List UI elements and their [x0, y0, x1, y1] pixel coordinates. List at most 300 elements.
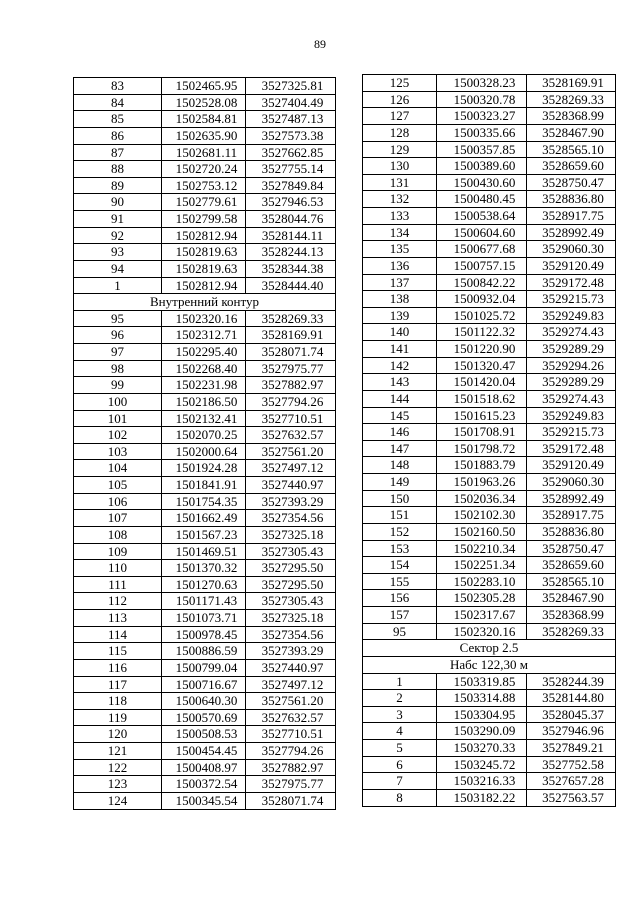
x-coordinate: 1502584.81 [162, 111, 246, 128]
table-row [363, 690, 616, 707]
table-row [363, 457, 616, 474]
x-coordinate: 1502305.28 [437, 590, 527, 607]
y-coordinate: 3527354.56 [246, 510, 336, 527]
y-coordinate: 3528565.10 [527, 573, 616, 590]
point-number: 88 [74, 161, 162, 178]
y-coordinate: 3527794.26 [246, 743, 336, 760]
point-number: 130 [363, 158, 437, 175]
x-coordinate: 1502000.64 [162, 443, 246, 460]
y-coordinate: 3528750.47 [527, 174, 616, 191]
x-coordinate: 1501567.23 [162, 526, 246, 543]
point-number: 148 [363, 457, 437, 474]
table-row [74, 460, 336, 477]
table-row [74, 493, 336, 510]
point-number: 142 [363, 357, 437, 374]
y-coordinate: 3527632.57 [246, 427, 336, 444]
point-number: 110 [74, 560, 162, 577]
point-number: 86 [74, 127, 162, 144]
y-coordinate: 3527561.20 [246, 443, 336, 460]
x-coordinate: 1502819.63 [162, 244, 246, 261]
x-coordinate: 1502251.34 [437, 557, 527, 574]
x-coordinate: 1500978.45 [162, 626, 246, 643]
table-row [74, 693, 336, 710]
point-number: 3 [363, 706, 437, 723]
y-coordinate: 3529120.49 [527, 257, 616, 274]
table-row [363, 490, 616, 507]
point-number: 121 [74, 743, 162, 760]
x-coordinate: 1501320.47 [437, 357, 527, 374]
table-row [363, 474, 616, 491]
x-coordinate: 1500508.53 [162, 726, 246, 743]
x-coordinate: 1500328.23 [437, 75, 527, 92]
y-coordinate: 3528044.76 [246, 211, 336, 228]
table-row [74, 427, 336, 444]
table-row [74, 194, 336, 211]
x-coordinate: 1503270.33 [437, 740, 527, 757]
y-coordinate: 3528836.80 [527, 523, 616, 540]
y-coordinate: 3528467.90 [527, 124, 616, 141]
x-coordinate: 1500716.67 [162, 676, 246, 693]
point-number: 89 [74, 177, 162, 194]
table-row [74, 144, 336, 161]
point-number: 157 [363, 607, 437, 624]
point-number: 117 [74, 676, 162, 693]
x-coordinate: 1501122.32 [437, 324, 527, 341]
point-number: 136 [363, 257, 437, 274]
point-number: 144 [363, 390, 437, 407]
point-number: 107 [74, 510, 162, 527]
x-coordinate: 1502465.95 [162, 78, 246, 95]
table-row [363, 623, 616, 640]
y-coordinate: 3527497.12 [246, 460, 336, 477]
x-coordinate: 1502635.90 [162, 127, 246, 144]
table-row [74, 327, 336, 344]
x-coordinate: 1501963.26 [437, 474, 527, 491]
y-coordinate: 3528750.47 [527, 540, 616, 557]
x-coordinate: 1501798.72 [437, 440, 527, 457]
table-row [74, 477, 336, 494]
table-row [74, 626, 336, 643]
point-number: 147 [363, 440, 437, 457]
y-coordinate: 3527325.81 [246, 78, 336, 95]
y-coordinate: 3528169.91 [246, 327, 336, 344]
point-number: 125 [363, 75, 437, 92]
x-coordinate: 1502102.30 [437, 507, 527, 524]
x-coordinate: 1501220.90 [437, 341, 527, 358]
table-row [363, 224, 616, 241]
y-coordinate: 3528045.37 [527, 706, 616, 723]
coordinates-table-right [362, 74, 616, 807]
y-coordinate: 3529289.29 [527, 374, 616, 391]
table-row [363, 324, 616, 341]
point-number: 114 [74, 626, 162, 643]
y-coordinate: 3529172.48 [527, 440, 616, 457]
point-number: 85 [74, 111, 162, 128]
x-coordinate: 1501615.23 [437, 407, 527, 424]
x-coordinate: 1501754.35 [162, 493, 246, 510]
table-row [74, 709, 336, 726]
table-row [363, 740, 616, 757]
y-coordinate: 3529060.30 [527, 474, 616, 491]
table-row [74, 393, 336, 410]
point-number: 138 [363, 291, 437, 308]
point-number: 120 [74, 726, 162, 743]
table-row [363, 158, 616, 175]
point-number: 132 [363, 191, 437, 208]
table-row [74, 94, 336, 111]
table-row [74, 593, 336, 610]
y-coordinate: 3529120.49 [527, 457, 616, 474]
point-number: 119 [74, 709, 162, 726]
x-coordinate: 1502720.24 [162, 161, 246, 178]
y-coordinate: 3527354.56 [246, 626, 336, 643]
x-coordinate: 1501073.71 [162, 610, 246, 627]
y-coordinate: 3527632.57 [246, 709, 336, 726]
x-coordinate: 1503290.09 [437, 723, 527, 740]
point-number: 5 [363, 740, 437, 757]
table-row [74, 244, 336, 261]
x-coordinate: 1502799.58 [162, 211, 246, 228]
y-coordinate: 3528368.99 [527, 607, 616, 624]
table-row [74, 526, 336, 543]
point-number: 156 [363, 590, 437, 607]
table-row [363, 241, 616, 258]
y-coordinate: 3528244.13 [246, 244, 336, 261]
y-coordinate: 3527794.26 [246, 393, 336, 410]
x-coordinate: 1501171.43 [162, 593, 246, 610]
point-number: 90 [74, 194, 162, 211]
x-coordinate: 1500345.54 [162, 792, 246, 809]
table-row [74, 161, 336, 178]
x-coordinate: 1502210.34 [437, 540, 527, 557]
table-row [74, 277, 336, 294]
x-coordinate: 1501518.62 [437, 390, 527, 407]
y-coordinate: 3527573.38 [246, 127, 336, 144]
y-coordinate: 3527305.43 [246, 593, 336, 610]
y-coordinate: 3527849.21 [527, 740, 616, 757]
point-number: 140 [363, 324, 437, 341]
point-number: 150 [363, 490, 437, 507]
table-row [363, 789, 616, 806]
point-number: 7 [363, 773, 437, 790]
point-number: 111 [74, 576, 162, 593]
x-coordinate: 1500454.45 [162, 743, 246, 760]
y-coordinate: 3527393.29 [246, 643, 336, 660]
x-coordinate: 1500842.22 [437, 274, 527, 291]
x-coordinate: 1501420.04 [437, 374, 527, 391]
x-coordinate: 1500604.60 [437, 224, 527, 241]
point-number: 139 [363, 307, 437, 324]
point-number: 113 [74, 610, 162, 627]
table-row [363, 557, 616, 574]
y-coordinate: 3528659.60 [527, 158, 616, 175]
table-row [74, 610, 336, 627]
y-coordinate: 3527404.49 [246, 94, 336, 111]
table-row [74, 211, 336, 228]
point-number: 108 [74, 526, 162, 543]
point-number: 143 [363, 374, 437, 391]
x-coordinate: 1502036.34 [437, 490, 527, 507]
table-row [363, 540, 616, 557]
x-coordinate: 1502681.11 [162, 144, 246, 161]
x-coordinate: 1501025.72 [437, 307, 527, 324]
point-number: 153 [363, 540, 437, 557]
y-coordinate: 3528917.75 [527, 208, 616, 225]
point-number: 152 [363, 523, 437, 540]
y-coordinate: 3527487.13 [246, 111, 336, 128]
x-coordinate: 1502320.16 [162, 310, 246, 327]
point-number: 124 [74, 792, 162, 809]
y-coordinate: 3527295.50 [246, 560, 336, 577]
y-coordinate: 3529249.83 [527, 407, 616, 424]
table-row [363, 756, 616, 773]
table-row [74, 310, 336, 327]
point-number: 127 [363, 108, 437, 125]
point-number: 97 [74, 344, 162, 361]
point-number: 123 [74, 776, 162, 793]
point-number: 6 [363, 756, 437, 773]
table-row [363, 274, 616, 291]
table-row [363, 607, 616, 624]
table-row [363, 723, 616, 740]
x-coordinate: 1502160.50 [437, 523, 527, 540]
x-coordinate: 1502132.41 [162, 410, 246, 427]
x-coordinate: 1500570.69 [162, 709, 246, 726]
point-number: 109 [74, 543, 162, 560]
x-coordinate: 1501708.91 [437, 424, 527, 441]
table-row [363, 590, 616, 607]
x-coordinate: 1500932.04 [437, 291, 527, 308]
table-body-left [74, 78, 336, 810]
point-number: 128 [363, 124, 437, 141]
y-coordinate: 3527440.97 [246, 477, 336, 494]
point-number: 4 [363, 723, 437, 740]
y-coordinate: 3528071.74 [246, 344, 336, 361]
table-row [363, 191, 616, 208]
y-coordinate: 3529274.43 [527, 390, 616, 407]
y-coordinate: 3529274.43 [527, 324, 616, 341]
y-coordinate: 3529060.30 [527, 241, 616, 258]
point-number: 105 [74, 477, 162, 494]
x-coordinate: 1502320.16 [437, 623, 527, 640]
coordinates-table-left [73, 77, 336, 810]
y-coordinate: 3527752.58 [527, 756, 616, 773]
x-coordinate: 1503314.88 [437, 690, 527, 707]
y-coordinate: 3528269.33 [246, 310, 336, 327]
point-number: 137 [363, 274, 437, 291]
y-coordinate: 3527975.77 [246, 360, 336, 377]
x-coordinate: 1500640.30 [162, 693, 246, 710]
y-coordinate: 3527325.18 [246, 526, 336, 543]
point-number: 93 [74, 244, 162, 261]
x-coordinate: 1500320.78 [437, 91, 527, 108]
table-row [363, 291, 616, 308]
point-number: 122 [74, 759, 162, 776]
point-number: 87 [74, 144, 162, 161]
table-row [363, 374, 616, 391]
y-coordinate: 3529249.83 [527, 307, 616, 324]
x-coordinate: 1500323.27 [437, 108, 527, 125]
x-coordinate: 1501662.49 [162, 510, 246, 527]
y-coordinate: 3528992.49 [527, 224, 616, 241]
y-coordinate: 3527440.97 [246, 659, 336, 676]
table-row [74, 726, 336, 743]
y-coordinate: 3528144.11 [246, 227, 336, 244]
y-coordinate: 3527325.18 [246, 610, 336, 627]
point-number: 154 [363, 557, 437, 574]
y-coordinate: 3527563.57 [527, 789, 616, 806]
table-row [363, 523, 616, 540]
x-coordinate: 1502312.71 [162, 327, 246, 344]
table-row [363, 424, 616, 441]
x-coordinate: 1502812.94 [162, 277, 246, 294]
section-header-row [74, 294, 336, 311]
table-row [74, 576, 336, 593]
point-number: 94 [74, 260, 162, 277]
point-number: 95 [363, 623, 437, 640]
table-row [74, 743, 336, 760]
point-number: 95 [74, 310, 162, 327]
table-row [363, 124, 616, 141]
table-row [74, 344, 336, 361]
table-row [74, 78, 336, 95]
table-row [363, 108, 616, 125]
x-coordinate: 1502753.12 [162, 177, 246, 194]
point-number: 100 [74, 393, 162, 410]
x-coordinate: 1500538.64 [437, 208, 527, 225]
x-coordinate: 1500799.04 [162, 659, 246, 676]
y-coordinate: 3527946.96 [527, 723, 616, 740]
y-coordinate: 3528344.38 [246, 260, 336, 277]
table-row [363, 91, 616, 108]
table-row [74, 410, 336, 427]
x-coordinate: 1500335.66 [437, 124, 527, 141]
x-coordinate: 1502528.08 [162, 94, 246, 111]
table-row [363, 440, 616, 457]
y-coordinate: 3527882.97 [246, 759, 336, 776]
x-coordinate: 1503304.95 [437, 706, 527, 723]
y-coordinate: 3529294.26 [527, 357, 616, 374]
section-header-row [363, 640, 616, 657]
y-coordinate: 3528836.80 [527, 191, 616, 208]
y-coordinate: 3528467.90 [527, 590, 616, 607]
table-row [74, 676, 336, 693]
table-row [363, 706, 616, 723]
y-coordinate: 3527755.14 [246, 161, 336, 178]
y-coordinate: 3527561.20 [246, 693, 336, 710]
x-coordinate: 1501841.91 [162, 477, 246, 494]
x-coordinate: 1502186.50 [162, 393, 246, 410]
x-coordinate: 1501924.28 [162, 460, 246, 477]
y-coordinate: 3527497.12 [246, 676, 336, 693]
point-number: 102 [74, 427, 162, 444]
x-coordinate: 1502812.94 [162, 227, 246, 244]
table-row [74, 443, 336, 460]
x-coordinate: 1500757.15 [437, 257, 527, 274]
point-number: 2 [363, 690, 437, 707]
y-coordinate: 3529215.73 [527, 424, 616, 441]
y-coordinate: 3528144.80 [527, 690, 616, 707]
x-coordinate: 1502819.63 [162, 260, 246, 277]
point-number: 99 [74, 377, 162, 394]
point-number: 129 [363, 141, 437, 158]
table-row [74, 643, 336, 660]
x-coordinate: 1503245.72 [437, 756, 527, 773]
point-number: 8 [363, 789, 437, 806]
table-row [74, 792, 336, 809]
table-row [74, 111, 336, 128]
x-coordinate: 1502070.25 [162, 427, 246, 444]
table-row [74, 377, 336, 394]
y-coordinate: 3528269.33 [527, 623, 616, 640]
point-number: 151 [363, 507, 437, 524]
point-number: 103 [74, 443, 162, 460]
section-title: Сектор 2.5 [363, 640, 616, 657]
table-row [363, 673, 616, 690]
y-coordinate: 3528244.39 [527, 673, 616, 690]
point-number: 141 [363, 341, 437, 358]
x-coordinate: 1501883.79 [437, 457, 527, 474]
point-number: 118 [74, 693, 162, 710]
point-number: 149 [363, 474, 437, 491]
y-coordinate: 3527393.29 [246, 493, 336, 510]
table-row [363, 174, 616, 191]
y-coordinate: 3527295.50 [246, 576, 336, 593]
point-number: 104 [74, 460, 162, 477]
table-row [74, 260, 336, 277]
point-number: 1 [74, 277, 162, 294]
x-coordinate: 1502283.10 [437, 573, 527, 590]
y-coordinate: 3528269.33 [527, 91, 616, 108]
table-row [74, 177, 336, 194]
y-coordinate: 3529289.29 [527, 341, 616, 358]
table-row [363, 390, 616, 407]
point-number: 98 [74, 360, 162, 377]
x-coordinate: 1500372.54 [162, 776, 246, 793]
table-row [363, 307, 616, 324]
y-coordinate: 3528565.10 [527, 141, 616, 158]
table-row [363, 257, 616, 274]
x-coordinate: 1502317.67 [437, 607, 527, 624]
table-row [363, 507, 616, 524]
x-coordinate: 1500480.45 [437, 191, 527, 208]
point-number: 155 [363, 573, 437, 590]
x-coordinate: 1503319.85 [437, 673, 527, 690]
y-coordinate: 3527849.84 [246, 177, 336, 194]
point-number: 112 [74, 593, 162, 610]
table-row [363, 573, 616, 590]
y-coordinate: 3528659.60 [527, 557, 616, 574]
y-coordinate: 3527710.51 [246, 726, 336, 743]
table-row [363, 208, 616, 225]
x-coordinate: 1503182.22 [437, 789, 527, 806]
table-row [74, 659, 336, 676]
point-number: 83 [74, 78, 162, 95]
table-row [363, 357, 616, 374]
y-coordinate: 3528917.75 [527, 507, 616, 524]
y-coordinate: 3528071.74 [246, 792, 336, 809]
table-row [74, 360, 336, 377]
y-coordinate: 3528368.99 [527, 108, 616, 125]
page-number: 89 [314, 37, 326, 51]
point-number: 84 [74, 94, 162, 111]
point-number: 146 [363, 424, 437, 441]
point-number: 106 [74, 493, 162, 510]
table-row [74, 227, 336, 244]
table-row [363, 407, 616, 424]
point-number: 145 [363, 407, 437, 424]
x-coordinate: 1502295.40 [162, 344, 246, 361]
